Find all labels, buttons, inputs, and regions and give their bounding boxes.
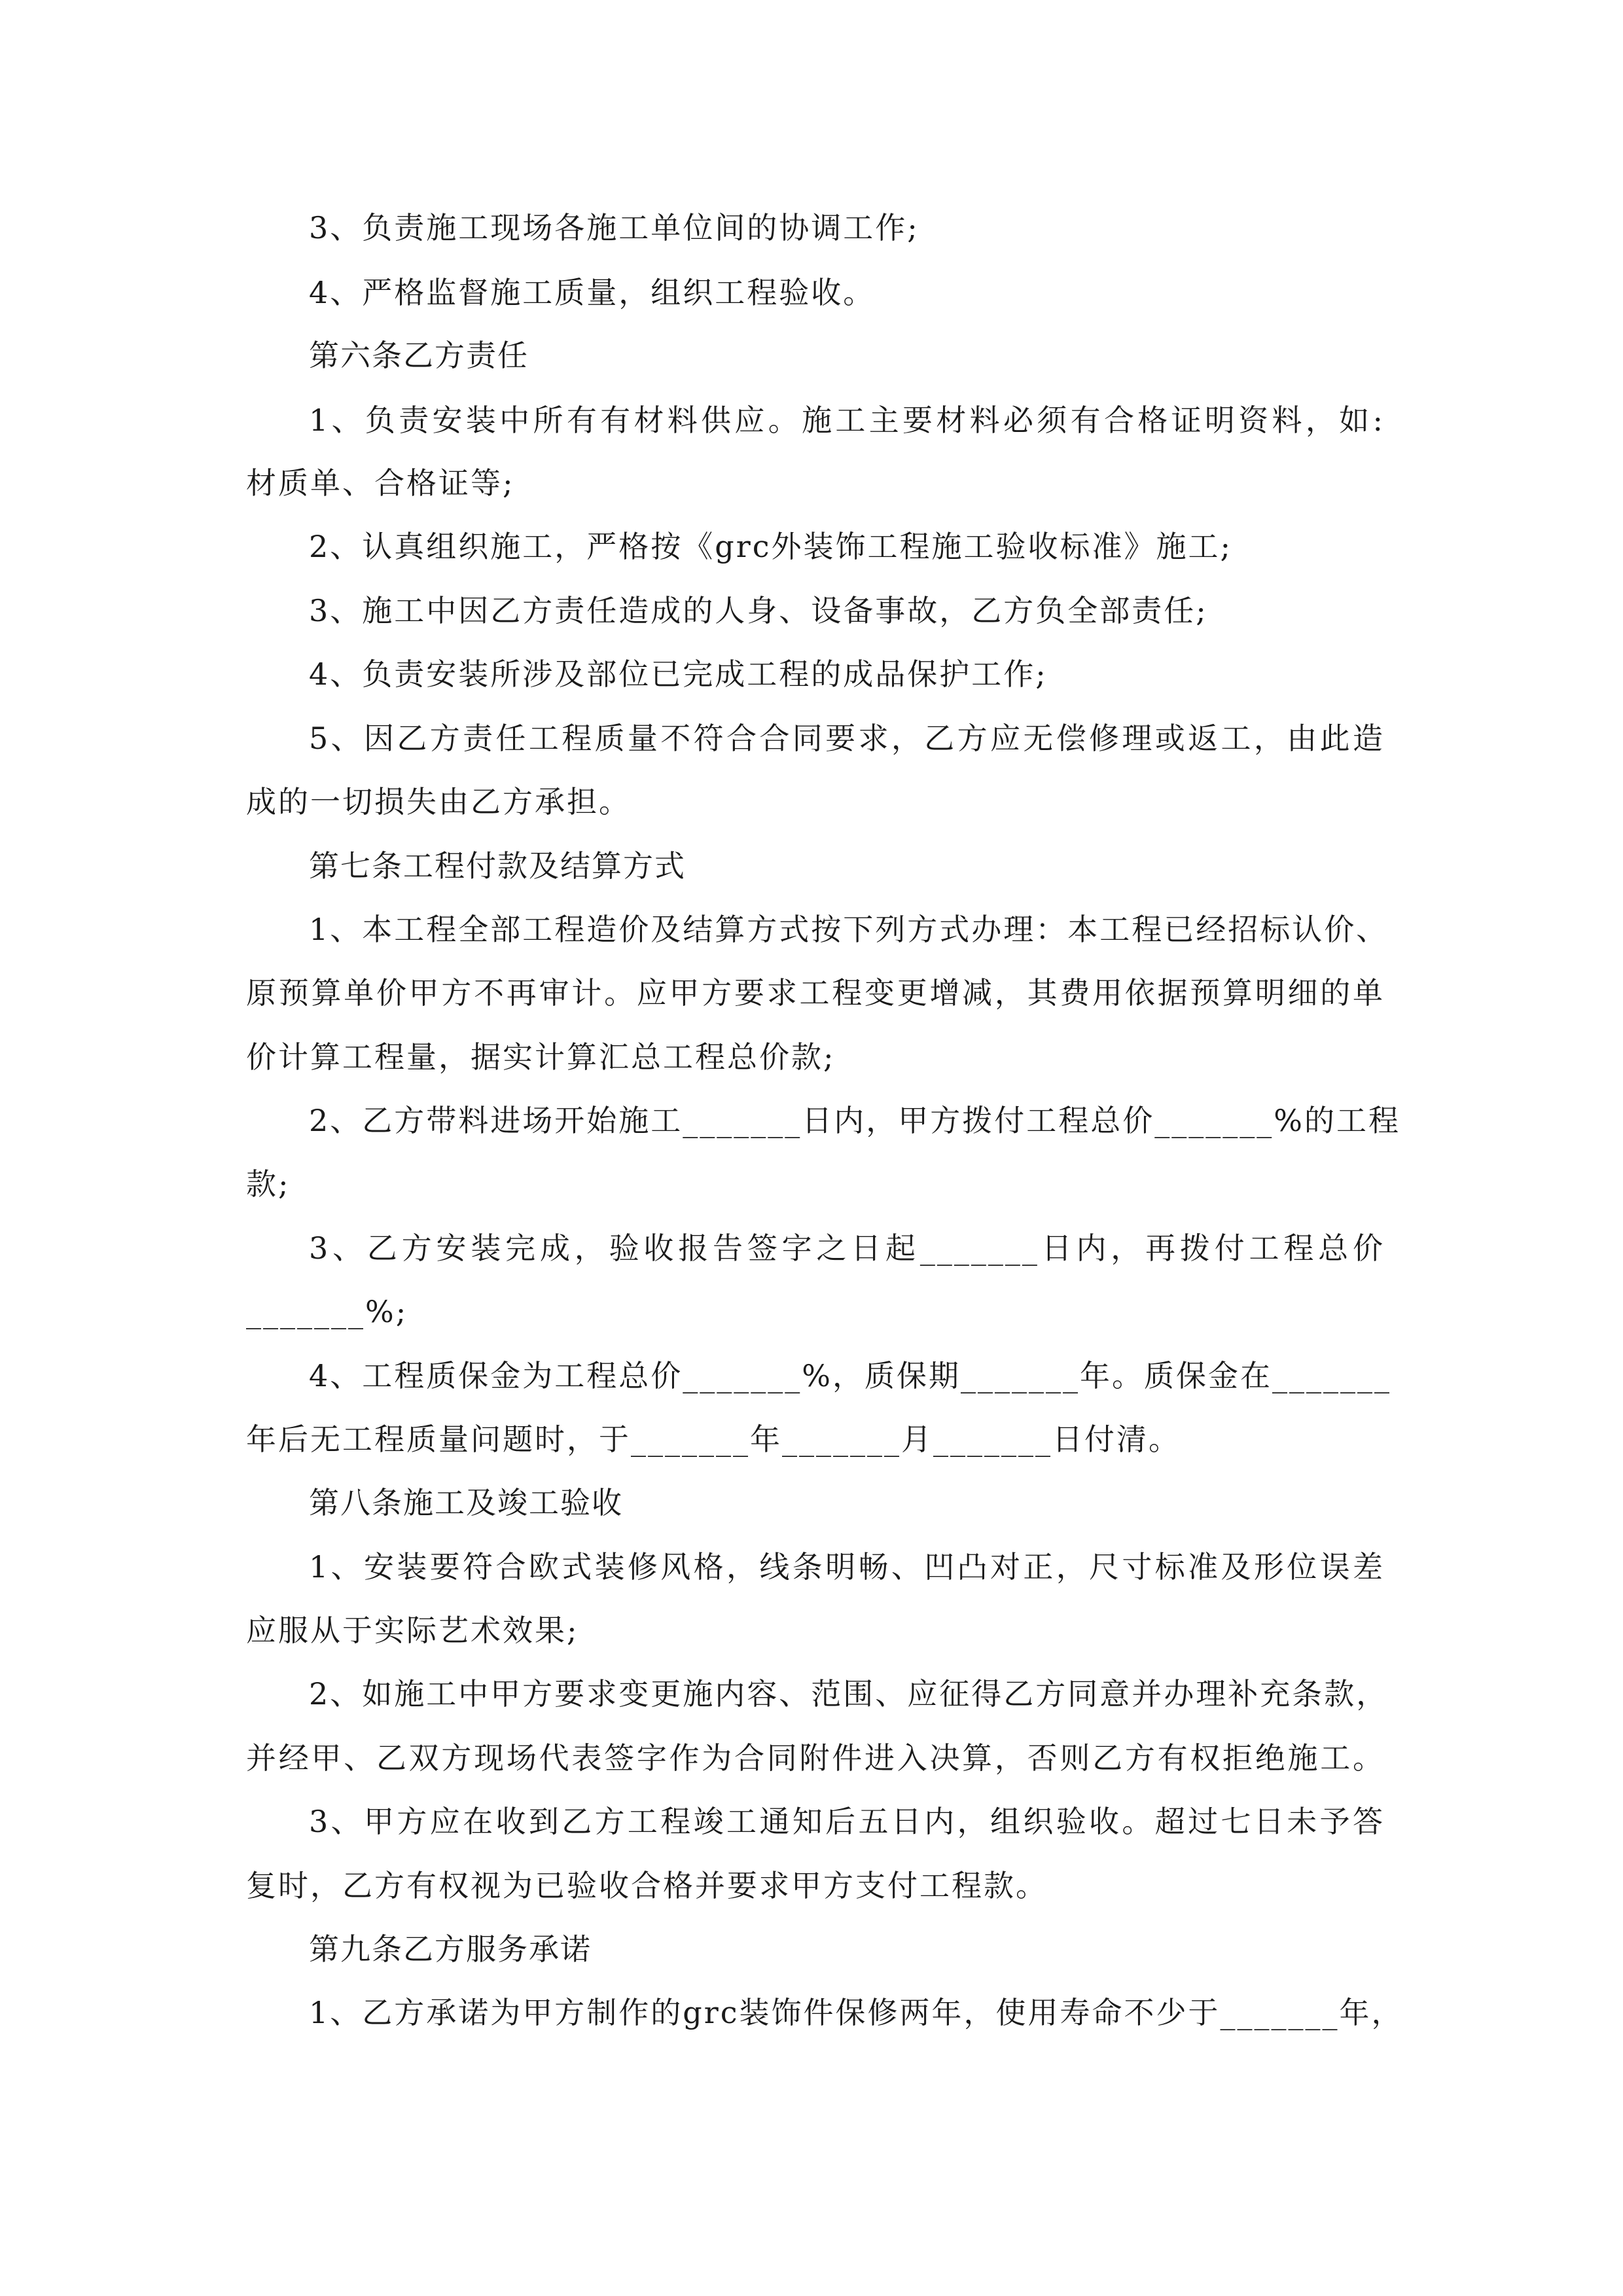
clause-5-item-3: 3、负责施工现场各施工单位间的协调工作; bbox=[309, 210, 919, 245]
clause-8-item-2: 2、如施工中甲方要求变更施内容、范围、应征得乙方同意并办理补充条款， bbox=[309, 1676, 1389, 1712]
clause-8-item-3-cont: 复时，乙方有权视为已验收合格并要求甲方支付工程款。 bbox=[246, 1868, 1048, 1903]
clause-7-item-2-cont: 款; bbox=[246, 1166, 291, 1202]
clause-9-item-1: 1、乙方承诺为甲方制作的grc装饰件保修两年，使用寿命不少于_______年， bbox=[309, 1995, 1404, 2030]
clause-7-item-3-cont: _______%; bbox=[246, 1294, 408, 1329]
clause-7-item-4-cont: 年后无工程质量问题时，于_______年_______月_______日付清。 bbox=[246, 1422, 1181, 1457]
clause-8-item-1: 1、安装要符合欧式装修风格，线条明畅、凹凸对正，尺寸标准及形位误差 bbox=[309, 1549, 1385, 1585]
clause-5-item-4: 4、严格监督施工质量，组织工程验收。 bbox=[309, 275, 876, 310]
clause-8-item-2-cont: 并经甲、乙双方现场代表签字作为合同附件进入决算，否则乙方有权拒绝施工。 bbox=[246, 1740, 1385, 1776]
clause-7-item-1: 1、本工程全部工程造价及结算方式按下列方式办理：本工程已经招标认价、 bbox=[309, 912, 1389, 947]
clause-8-heading: 第八条施工及竣工验收 bbox=[309, 1485, 623, 1520]
clause-9-heading: 第九条乙方服务承诺 bbox=[309, 1931, 592, 1967]
clause-7-heading: 第七条工程付款及结算方式 bbox=[309, 848, 686, 884]
clause-7-item-1-cont-2: 价计算工程量，据实计算汇总工程总价款; bbox=[246, 1039, 836, 1075]
clause-7-item-4: 4、工程质保金为工程总价_______%，质保期_______年。质保金在_______ bbox=[309, 1358, 1391, 1393]
clause-6-item-1-cont: 材质单、合格证等; bbox=[246, 465, 515, 501]
clause-6-item-4: 4、负责安装所涉及部位已完成工程的成品保护工作; bbox=[309, 656, 1048, 692]
clause-6-item-2: 2、认真组织施工，严格按《grc外装饰工程施工验收标准》施工; bbox=[309, 529, 1232, 564]
clause-7-item-2: 2、乙方带料进场开始施工_______日内，甲方拨付工程总价_______%的工程 bbox=[309, 1103, 1400, 1138]
clause-7-item-3: 3、乙方安装完成，验收报告签字之日起_______日内，再拨付工程总价 bbox=[309, 1230, 1385, 1266]
clause-8-item-3: 3、甲方应在收到乙方工程竣工通知后五日内，组织验收。超过七日未予答 bbox=[309, 1804, 1385, 1839]
clause-7-item-1-cont-1: 原预算单价甲方不再审计。应甲方要求工程变更增减，其费用依据预算明细的单 bbox=[246, 975, 1385, 1011]
clause-6-item-1: 1、负责安装中所有有材料供应。施工主要材料必须有合格证明资料，如: bbox=[309, 403, 1385, 438]
clause-6-heading: 第六条乙方责任 bbox=[309, 338, 529, 373]
clause-6-item-3: 3、施工中因乙方责任造成的人身、设备事故，乙方负全部责任; bbox=[309, 593, 1208, 628]
clause-6-item-5: 5、因乙方责任工程质量不符合合同要求，乙方应无偿修理或返工，由此造 bbox=[309, 721, 1385, 756]
clause-6-item-5-cont: 成的一切损失由乙方承担。 bbox=[246, 784, 631, 819]
clause-8-item-1-cont: 应服从于实际艺术效果; bbox=[246, 1613, 579, 1648]
